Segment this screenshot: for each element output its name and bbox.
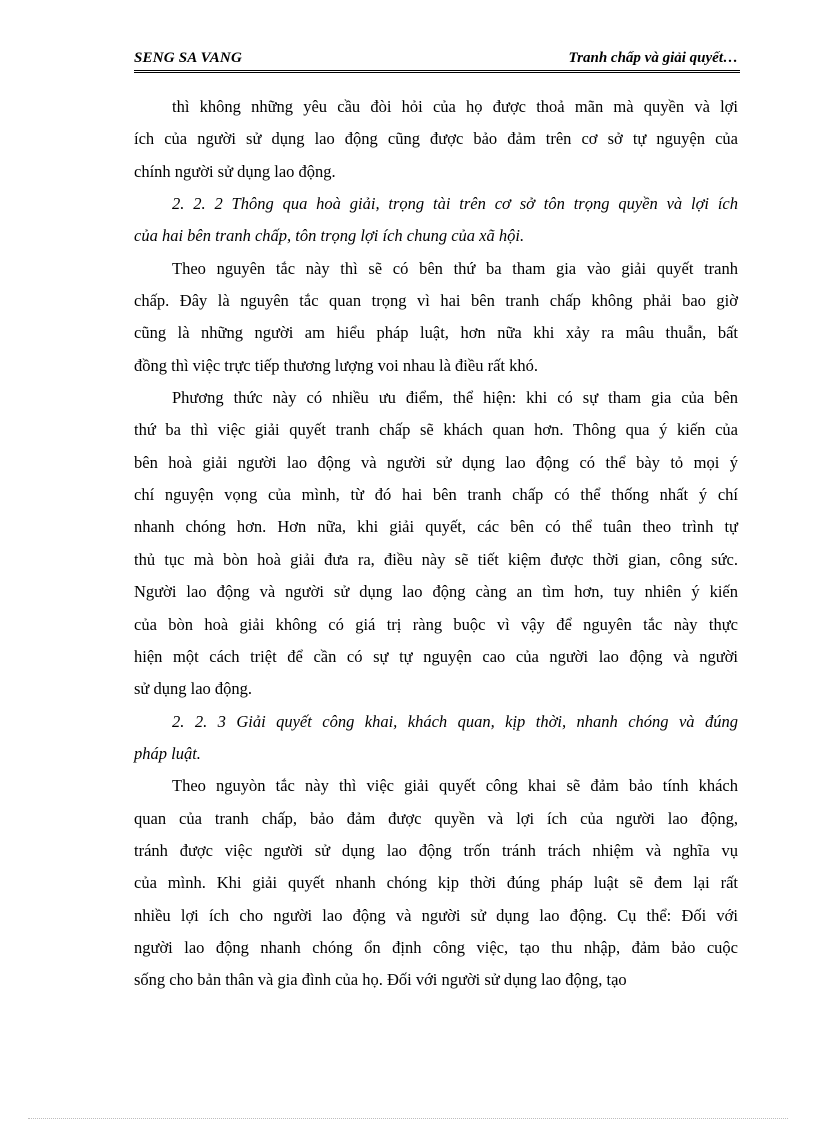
paragraph-line: bên hoà giải người lao động và người sử dụng lao động có thể bày tỏ mọi ý: [134, 452, 738, 472]
paragraph-line: Theo nguyên tắc này thì sẽ có bên thứ ba tham gia vào giải quyết tranh: [172, 258, 738, 278]
header-title: Tranh chấp và giải quyết…: [568, 50, 738, 66]
paragraph-line: tránh được việc người sử dụng lao động trốn tránh trách nhiệm và nghĩa vụ: [134, 840, 738, 860]
document-body: [134, 91, 738, 997]
paragraph-line: sống cho bản thân và gia đình của họ. Đối với người sử dụng lao động, tạo: [134, 970, 627, 990]
page-header: [134, 48, 740, 73]
paragraph-line: Người lao động và người sử dụng lao động càng an tìm hơn, tuy nhiên ý kiến: [134, 582, 738, 602]
paragraph-line: thì không những yêu cầu đòi hỏi của họ được thoả mãn mà quyền và lợi: [172, 97, 738, 116]
page-bottom-border: [28, 1118, 788, 1119]
paragraph-line: đồng thì việc trực tiếp thương lượng voi nhau là điều rất khó.: [134, 355, 538, 375]
paragraph-line: người lao động nhanh chóng ổn định công việc, tạo thu nhập, đảm bảo cuộc: [134, 937, 738, 957]
paragraph-line: cũng là những người am hiểu pháp luật, hơn nữa khi xảy ra mâu thuẫn, bất: [134, 323, 738, 343]
paragraph-line: ích của người sử dụng lao động cũng được bảo đảm trên cơ sở tự nguyện của: [134, 129, 738, 149]
header-author: SENG SA VANG: [134, 50, 242, 66]
paragraph-line: chí nguyện vọng của mình, từ đó hai bên tranh chấp có thể thống nhất ý chí: [134, 485, 738, 505]
paragraph-line: chấp. Đây là nguyên tắc quan trọng vì hai bên tranh chấp không phải bao giờ: [134, 291, 738, 311]
section-heading-line: 2. 2. 3 Giải quyết công khai, khách quan, kịp thời, nhanh chóng và đúng: [172, 711, 738, 731]
paragraph-line: nhanh chóng hơn. Hơn nữa, khi giải quyết, các bên có thể tuân theo trình tự: [134, 517, 738, 537]
paragraph-line: thủ tục mà bòn hoà giải đưa ra, điều này sẽ tiết kiệm được thời gian, công sức.: [134, 549, 738, 569]
paragraph-line: của mình. Khi giải quyết nhanh chóng kịp thời đúng pháp luật sẽ đem lại rất: [134, 873, 738, 893]
paragraph-line: nhiều lợi ích cho người lao động và người sử dụng lao động. Cụ thể: Đối với: [134, 905, 738, 925]
paragraph-line: hiện một cách triệt để cần có sự tự nguyện cao của người lao động và người: [134, 646, 738, 666]
paragraph-line: thứ ba thì việc giải quyết tranh chấp sẽ khách quan hơn. Thông qua ý kiến của: [134, 420, 738, 440]
paragraph-line: Theo nguyòn tắc này thì việc giải quyết công khai sẽ đảm bảo tính khách: [172, 776, 738, 796]
paragraph-line: của bòn hoà giải không có giá trị ràng buộc vì vậy để nguyên tắc này thực: [134, 614, 738, 634]
paragraph-line: quan của tranh chấp, bảo đảm được quyền và lợi ích của người lao động,: [134, 808, 738, 828]
paragraph-line: sử dụng lao động.: [134, 679, 253, 699]
paragraph-line: chính người sử dụng lao động.: [134, 161, 336, 181]
section-heading-line: 2. 2. 2 Thông qua hoà giải, trọng tài trên cơ sở tôn trọng quyền và lợi ích: [172, 194, 738, 214]
section-heading-line: pháp luật.: [134, 743, 201, 763]
section-heading-line: của hai bên tranh chấp, tôn trọng lợi ích chung của xã hội.: [134, 226, 525, 246]
paragraph-line: Phương thức này có nhiều ưu điểm, thể hiện: khi có sự tham gia của bên: [172, 388, 738, 408]
